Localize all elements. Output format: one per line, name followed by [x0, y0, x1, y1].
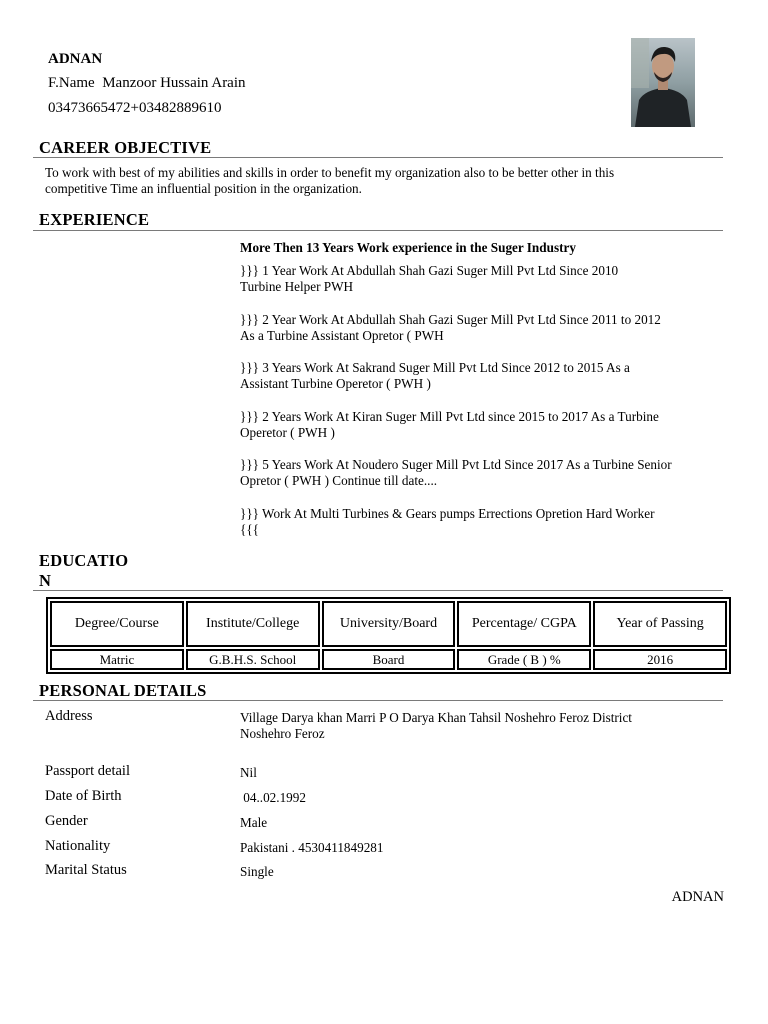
year-cell: 2016	[593, 649, 727, 670]
address-line: Village Darya khan Marri P O Darya Khan Tahsil Noshehro Feroz District	[240, 710, 632, 725]
career-objective-heading: CAREER OBJECTIVE	[39, 138, 212, 157]
section-divider	[33, 590, 723, 591]
experience-item	[240, 263, 740, 295]
dob-label: Date of Birth	[45, 788, 122, 804]
experience-line: }}} 2 Year Work At Abdullah Shah Gazi Suger Mill Pvt Ltd Since 2011 to 2012	[240, 312, 661, 327]
address-value	[240, 710, 740, 742]
address-label: Address	[45, 708, 93, 724]
education-table-header-row	[50, 601, 727, 647]
column-header-year: Year of Passing	[593, 601, 727, 647]
passport-value: Nil	[240, 765, 257, 780]
gender-value: Male	[240, 815, 268, 830]
experience-line: {{{	[240, 522, 259, 537]
education-table	[46, 597, 731, 674]
signature-name: ADNAN	[671, 889, 724, 905]
experience-item	[240, 506, 740, 538]
education-heading	[39, 551, 128, 591]
experience-heading: EXPERIENCE	[39, 210, 150, 229]
column-header-board: University/Board	[322, 601, 456, 647]
applicant-name: ADNAN	[48, 51, 103, 67]
experience-line: }}} 5 Years Work At Noudero Suger Mill Pvt Ltd Since 2017 As a Turbine Senior	[240, 457, 672, 472]
profile-photo	[631, 38, 695, 127]
gender-label: Gender	[45, 813, 88, 829]
experience-item	[240, 360, 740, 392]
section-divider	[33, 700, 723, 701]
career-objective-text	[45, 165, 735, 197]
nationality-value: Pakistani . 4530411849281	[240, 840, 384, 855]
degree-cell: Matric	[50, 649, 184, 670]
passport-label: Passport detail	[45, 763, 130, 779]
marital-status-label: Marital Status	[45, 862, 127, 878]
section-divider	[33, 157, 723, 158]
experience-line: }}} 2 Years Work At Kiran Suger Mill Pvt Ltd since 2015 to 2017 As a Turbine	[240, 409, 659, 424]
experience-line: }}} 1 Year Work At Abdullah Shah Gazi Suger Mill Pvt Ltd Since 2010	[240, 263, 619, 278]
experience-line: Opretor ( PWH ) Continue till date....	[240, 473, 438, 488]
marital-status-value: Single	[240, 864, 274, 879]
section-divider	[33, 230, 723, 231]
phone-numbers: 03473665472+03482889610	[48, 100, 222, 116]
education-heading-line: N	[39, 571, 52, 590]
personal-details-heading: PERSONAL DETAILS	[39, 681, 207, 700]
experience-line: Turbine Helper PWH	[240, 279, 354, 294]
column-header-percentage: Percentage/ CGPA	[457, 601, 591, 647]
experience-item	[240, 409, 740, 441]
experience-item	[240, 312, 740, 344]
career-objective-line: To work with best of my abilities and skills in order to benefit my organization also to be better other in this	[45, 165, 615, 180]
experience-line: Assistant Turbine Operetor ( PWH )	[240, 376, 431, 391]
nationality-label: Nationality	[45, 838, 111, 854]
experience-line: }}} Work At Multi Turbines & Gears pumps Errections Opretion Hard Worker	[240, 506, 655, 521]
address-line: Noshehro Feroz	[240, 726, 325, 741]
column-header-institute: Institute/College	[186, 601, 320, 647]
column-header-degree: Degree/Course	[50, 601, 184, 647]
education-heading-line: EDUCATIO	[39, 551, 129, 570]
experience-line: }}} 3 Years Work At Sakrand Suger Mill Pvt Ltd Since 2012 to 2015 As a	[240, 360, 630, 375]
experience-line: As a Turbine Assistant Opretor ( PWH	[240, 328, 444, 343]
board-cell: Board	[322, 649, 456, 670]
career-objective-line: competitive Time an influential position in the organization.	[45, 181, 362, 196]
father-name: F.Name Manzoor Hussain Arain	[48, 75, 246, 91]
experience-line: Operetor ( PWH )	[240, 425, 335, 440]
percentage-cell: Grade ( B ) %	[457, 649, 591, 670]
dob-value: 04..02.1992	[240, 790, 306, 805]
table-row	[50, 649, 727, 670]
experience-summary: More Then 13 Years Work experience in the Suger Industry	[240, 240, 576, 255]
experience-item	[240, 457, 740, 489]
institute-cell: G.B.H.S. School	[186, 649, 320, 670]
